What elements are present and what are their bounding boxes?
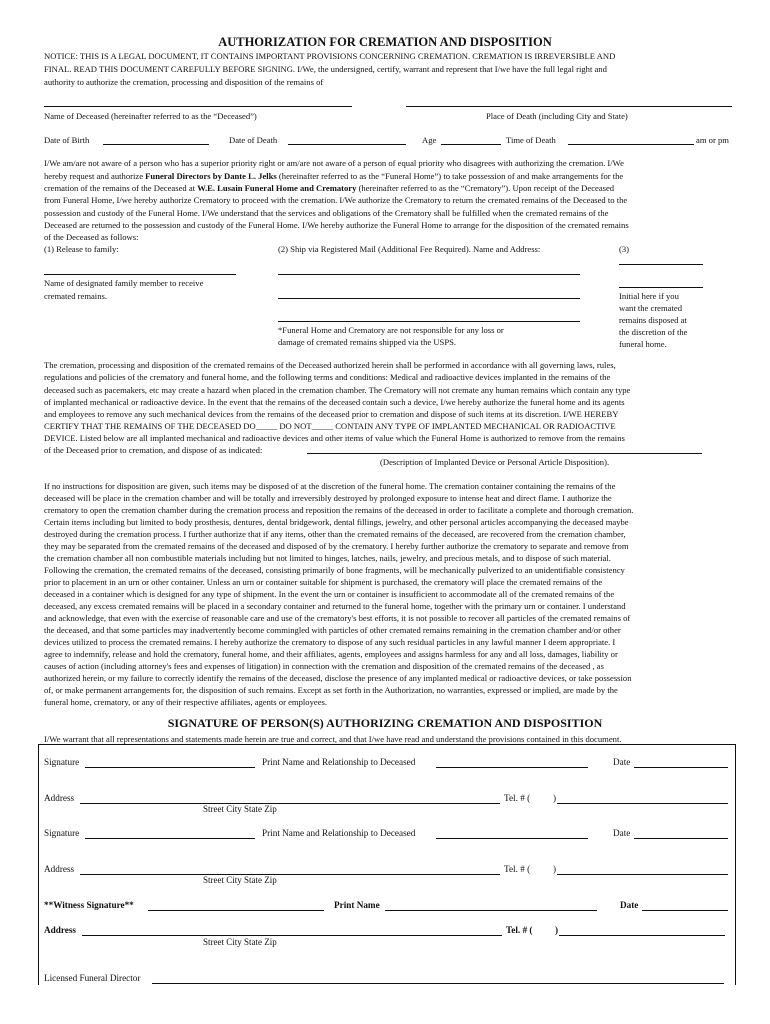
witness-tel-paren: ) bbox=[555, 925, 559, 935]
age-line[interactable] bbox=[441, 144, 501, 145]
tel-paren-2: ) bbox=[553, 864, 557, 874]
witness-date-line[interactable] bbox=[642, 910, 728, 911]
dob-line[interactable] bbox=[103, 144, 209, 145]
place-death-label: Place of Death (including City and State) bbox=[486, 111, 628, 121]
signature-section-title: SIGNATURE OF PERSON(S) AUTHORIZING CREMATION AND DISPOSITION bbox=[167, 716, 603, 730]
licensed-director-line[interactable] bbox=[152, 983, 724, 984]
initial-label: the discretion of the bbox=[619, 327, 688, 337]
signature-label-2: Signature bbox=[44, 828, 80, 838]
para1-line: of the Deceased as follows: bbox=[44, 232, 139, 242]
para3-line: of, or make permanent arrangements for, the disposition of such remains. Except as set forth in the Authorization, no warranties, expressed or implied, are made by the bbox=[44, 685, 618, 695]
age-label: Age bbox=[422, 135, 437, 145]
para1-line: I/We am/are not aware of a person who has a superior priority right or am/are not aware of a person of equal priority who disagrees with authorizing the cremation. I/We bbox=[44, 158, 624, 168]
tel-label-1: Tel. # ( bbox=[504, 793, 531, 803]
witness-date-label: Date bbox=[620, 900, 639, 910]
ship-address-line-3[interactable] bbox=[278, 321, 580, 322]
para1-line: from Funeral Home, I/we hereby authorize Crematory to proceed with the cremation. I/We authorize the Crematory to return the cremated remains of the Deceased to the bbox=[44, 195, 628, 205]
para3-line: agree to indemnify, release and hold the crematory, funeral home, and their affiliates, agents, employees and assigns harmless for any and all loss, damages, liability or bbox=[44, 649, 618, 659]
para3-line: deceased in a container which is designed for any type of shipment. In the event the urn or container is insufficient to accommodate all of the cremated remains of the bbox=[44, 589, 615, 599]
funeral-home-name: Funeral Directors by Dante L. Jelks bbox=[145, 171, 277, 181]
device-caption: (Description of Implanted Device or Personal Article Disposition). bbox=[380, 457, 610, 467]
witness-address-line[interactable] bbox=[82, 935, 502, 936]
family-member-line[interactable] bbox=[44, 274, 236, 275]
para3-line: and acknowledge, that even with the exercise of reasonable care and use of the crematory's best efforts, it is not possible to recover all particles of the cremated remains of bbox=[44, 613, 631, 623]
signature-label-1: Signature bbox=[44, 757, 80, 767]
option-discretion: (3) bbox=[619, 244, 630, 254]
usps-note: *Funeral Home and Crematory are not responsible for any loss or bbox=[278, 325, 504, 335]
witness-print-name-label: Print Name bbox=[334, 900, 380, 910]
address-line-1[interactable] bbox=[80, 803, 500, 804]
print-rel-line-2[interactable] bbox=[436, 838, 588, 839]
date-label-2: Date bbox=[613, 828, 631, 838]
initial-label: want the cremated bbox=[619, 303, 682, 313]
dod-label: Date of Death bbox=[229, 135, 278, 145]
device-description-line[interactable] bbox=[307, 453, 702, 454]
print-rel-label-1: Print Name and Relationship to Deceased bbox=[262, 757, 416, 767]
para3-line: the cremation chamber all non combustible materials including but not limited to hinges, latches, nails, jewelry, and precious metals, and to dispose of such material. bbox=[44, 553, 611, 563]
address-line-2[interactable] bbox=[80, 874, 500, 875]
name-deceased-line[interactable] bbox=[44, 106, 352, 107]
print-rel-label-2: Print Name and Relationship to Deceased bbox=[262, 828, 416, 838]
para3-line: Following the cremation, the cremated remains of the deceased, consisting primarily of bone fragments, will be mechanically pulverized to an unidentifiable consistency bbox=[44, 565, 625, 575]
para3-line: deceased, any excess cremated remains will be placed in a secondary container and returned to the funeral home, together with the primary urn or container. I understand bbox=[44, 601, 626, 611]
para2-line: DEVICE. Listed below are all implanted mechanical and radioactive devices and other items of value which the Funeral Home is authorized to remove from the remains bbox=[44, 433, 625, 443]
para2-line: CERTIFY THAT THE REMAINS OF THE DECEASED DO_____ DO NOT_____ CONTAIN ANY TYPE OF IMPLANTED MECHANICAL OR RADIOACTIVE bbox=[44, 421, 616, 431]
licensed-director-label: Licensed Funeral Director bbox=[44, 973, 141, 983]
time-death-label: Time of Death bbox=[506, 135, 556, 145]
para3-line: devices utilized to process the cremated remains. I hereby authorize the crematory to dispose of any such residual particles in any lawful manner I deem appropriate. I bbox=[44, 637, 616, 647]
tel-line-2[interactable] bbox=[557, 874, 728, 875]
witness-signature-line[interactable] bbox=[148, 910, 324, 911]
witness-tel-label: Tel. # ( bbox=[506, 925, 533, 935]
para3-line: authorized herein, or my failure to correctly identify the remains of the deceased, disclose the presence of any implanted medical or radioactive devices, or take possession bbox=[44, 673, 632, 683]
initial-line-2[interactable] bbox=[619, 287, 703, 288]
para3-line: prior to placement in an urn or other container. Unless an urn or container suitable for shipment is purchased, the crematory will place the cremated remains of the bbox=[44, 577, 603, 587]
para1-line: hereby request and authorize Funeral Directors by Dante L. Jelks (hereinafter referred to as the “Funeral Home”) to take possession of and make arrangements for the bbox=[44, 171, 624, 181]
am-pm-label: am or pm bbox=[696, 135, 729, 145]
warrant-statement: I/We warrant that all representations and statements made herein are true and correct, and that I/we have read and understand the provisions contained in this document. bbox=[44, 734, 622, 744]
witness-signature-label: **Witness Signature** bbox=[44, 900, 134, 910]
para3-line: they may be separated from the cremated remains of the deceased and disposed of by the crematory. I hereby further authorize the crematory to separate and remove from bbox=[44, 541, 629, 551]
crematory-name: W.E. Lusain Funeral Home and Crematory bbox=[197, 183, 357, 193]
para1-line: Deceased are returned to the possession and custody of the Funeral Home. I/We hereby authorize the Funeral Home to arrange for the disposition of the cremated remains bbox=[44, 220, 629, 230]
date-line-2[interactable] bbox=[634, 838, 728, 839]
initial-label: funeral home. bbox=[619, 339, 667, 349]
para3-line: Certain items including but limited to body prosthesis, dentures, dental bridgework, dental fillings, jewelry, and other personal articles accompanying the deceased maybe bbox=[44, 517, 629, 527]
address-label-1: Address bbox=[44, 793, 75, 803]
witness-print-name-line[interactable] bbox=[385, 910, 597, 911]
witness-address-label: Address bbox=[44, 925, 76, 935]
tel-label-2: Tel. # ( bbox=[504, 864, 531, 874]
initial-label: Initial here if you bbox=[619, 291, 679, 301]
ship-address-line-1[interactable] bbox=[278, 274, 580, 275]
option-ship-mail: (2) Ship via Registered Mail (Additional Fee Required). Name and Address: bbox=[278, 244, 541, 254]
place-death-line[interactable] bbox=[406, 106, 732, 107]
para2-line: deceased such as pacemakers, etc may create a hazard when placed in the cremation chamber. The Crematory will not cremate any human remains which contain any type bbox=[44, 385, 631, 395]
para3-line: destroyed during the cremation process. I further authorize that if any items, other than the cremated remains of the deceased, are recovered from the cremation chamber, bbox=[44, 529, 626, 539]
address-label-2: Address bbox=[44, 864, 75, 874]
dob-label: Date of Birth bbox=[44, 135, 90, 145]
family-member-label: cremated remains. bbox=[44, 291, 107, 301]
signature-line-1[interactable] bbox=[85, 767, 255, 768]
para2-line: of implanted mechanical or radioactive device. In the event that the remains of the deceased contain such a device, I/we hereby authorize the funeral home and its agents bbox=[44, 397, 625, 407]
ship-address-line-2[interactable] bbox=[278, 298, 580, 299]
option-release-family: (1) Release to family: bbox=[44, 244, 119, 254]
initial-label: remains disposed at bbox=[619, 315, 687, 325]
para3-line: If no instructions for disposition are given, such items may be disposed of at the discretion of the funeral home. The cremation container containing the remains of the bbox=[44, 481, 616, 491]
dod-line[interactable] bbox=[288, 144, 406, 145]
initial-line-1[interactable] bbox=[619, 264, 703, 265]
signature-box bbox=[38, 744, 736, 985]
signature-line-2[interactable] bbox=[85, 838, 255, 839]
street-caption-2: Street City State Zip bbox=[203, 875, 277, 885]
name-deceased-label: Name of Deceased (hereinafter referred to as the “Deceased”) bbox=[44, 111, 257, 121]
para2-line: regulations and policies of the crematory and funeral home, and the following terms and conditions: Medical and radioactive devices implanted in the remains of the bbox=[44, 372, 611, 382]
witness-tel-line[interactable] bbox=[559, 935, 725, 936]
para3-line: funeral home, crematory, or any of their respective affiliates, agents or employees. bbox=[44, 697, 328, 707]
para1-line: possession and custody of the Funeral Home. I/We understand that the services and obligations of the Crematory shall be fulfilled when the cremated remains of the bbox=[44, 208, 609, 218]
street-caption-3: Street City State Zip bbox=[203, 937, 277, 947]
usps-note: damage of cremated remains shipped via the USPS. bbox=[278, 337, 457, 347]
family-member-label: Name of designated family member to receive bbox=[44, 278, 204, 288]
tel-paren-1: ) bbox=[553, 793, 557, 803]
para2-line: of the Deceased prior to cremation, and dispose of as indicated: bbox=[44, 445, 263, 455]
para1-line: cremation of the remains of the Deceased at W.E. Lusain Funeral Home and Crematory (hereinafter referred to as the “Crematory”). Upon receipt of the Deceased bbox=[44, 183, 615, 193]
para2-line: and employees to remove any such mechanical devices from the remains of the deceased prior to cremation and dispose of such items at its discretion. I/WE HEREBY bbox=[44, 409, 619, 419]
notice-line-2: FINAL. READ THIS DOCUMENT CAREFULLY BEFORE SIGNING. I/We, the undersigned, certify, warrant and represent that I/we have the full legal right and bbox=[44, 64, 607, 74]
form-title: AUTHORIZATION FOR CREMATION AND DISPOSITION bbox=[218, 35, 552, 49]
para3-line: causes of action (including attorney's fees and expenses of litigation) in connection with the cremation and disposition of the cremated remains of the deceased , as bbox=[44, 661, 604, 671]
date-label-1: Date bbox=[613, 757, 631, 767]
street-caption-1: Street City State Zip bbox=[203, 804, 277, 814]
para3-line: deceased will be place in the cremation chamber and will be totally and irreversibly destroyed by prolonged exposure to intense heat and direct flame. I authorize the bbox=[44, 493, 612, 503]
notice-line-1: NOTICE: THIS IS A LEGAL DOCUMENT, IT CONTAINS IMPORTANT PROVISIONS CONCERNING CREMATION. CREMATION IS IRREVERSIBLE AND bbox=[44, 51, 616, 61]
time-death-line[interactable] bbox=[568, 144, 694, 145]
para3-line: the deceased, and that some particles may inadvertently become commingled with particles of other cremated remains remaining in the cremation chamber and/or other bbox=[44, 625, 621, 635]
tel-line-1[interactable] bbox=[557, 803, 728, 804]
notice-line-3: authority to authorize the cremation, processing and disposition of the remains of bbox=[44, 77, 324, 87]
para3-line: crematory to open the cremation chamber during the cremation process and reposition the remains of the deceased in order to facilitate a complete and thorough cremation. bbox=[44, 505, 634, 515]
date-line-1[interactable] bbox=[634, 767, 728, 768]
para2-line: The cremation, processing and disposition of the cremated remains of the Deceased authorized herein shall be performed in accordance with all governing laws, rules, bbox=[44, 360, 616, 370]
print-rel-line-1[interactable] bbox=[436, 767, 588, 768]
